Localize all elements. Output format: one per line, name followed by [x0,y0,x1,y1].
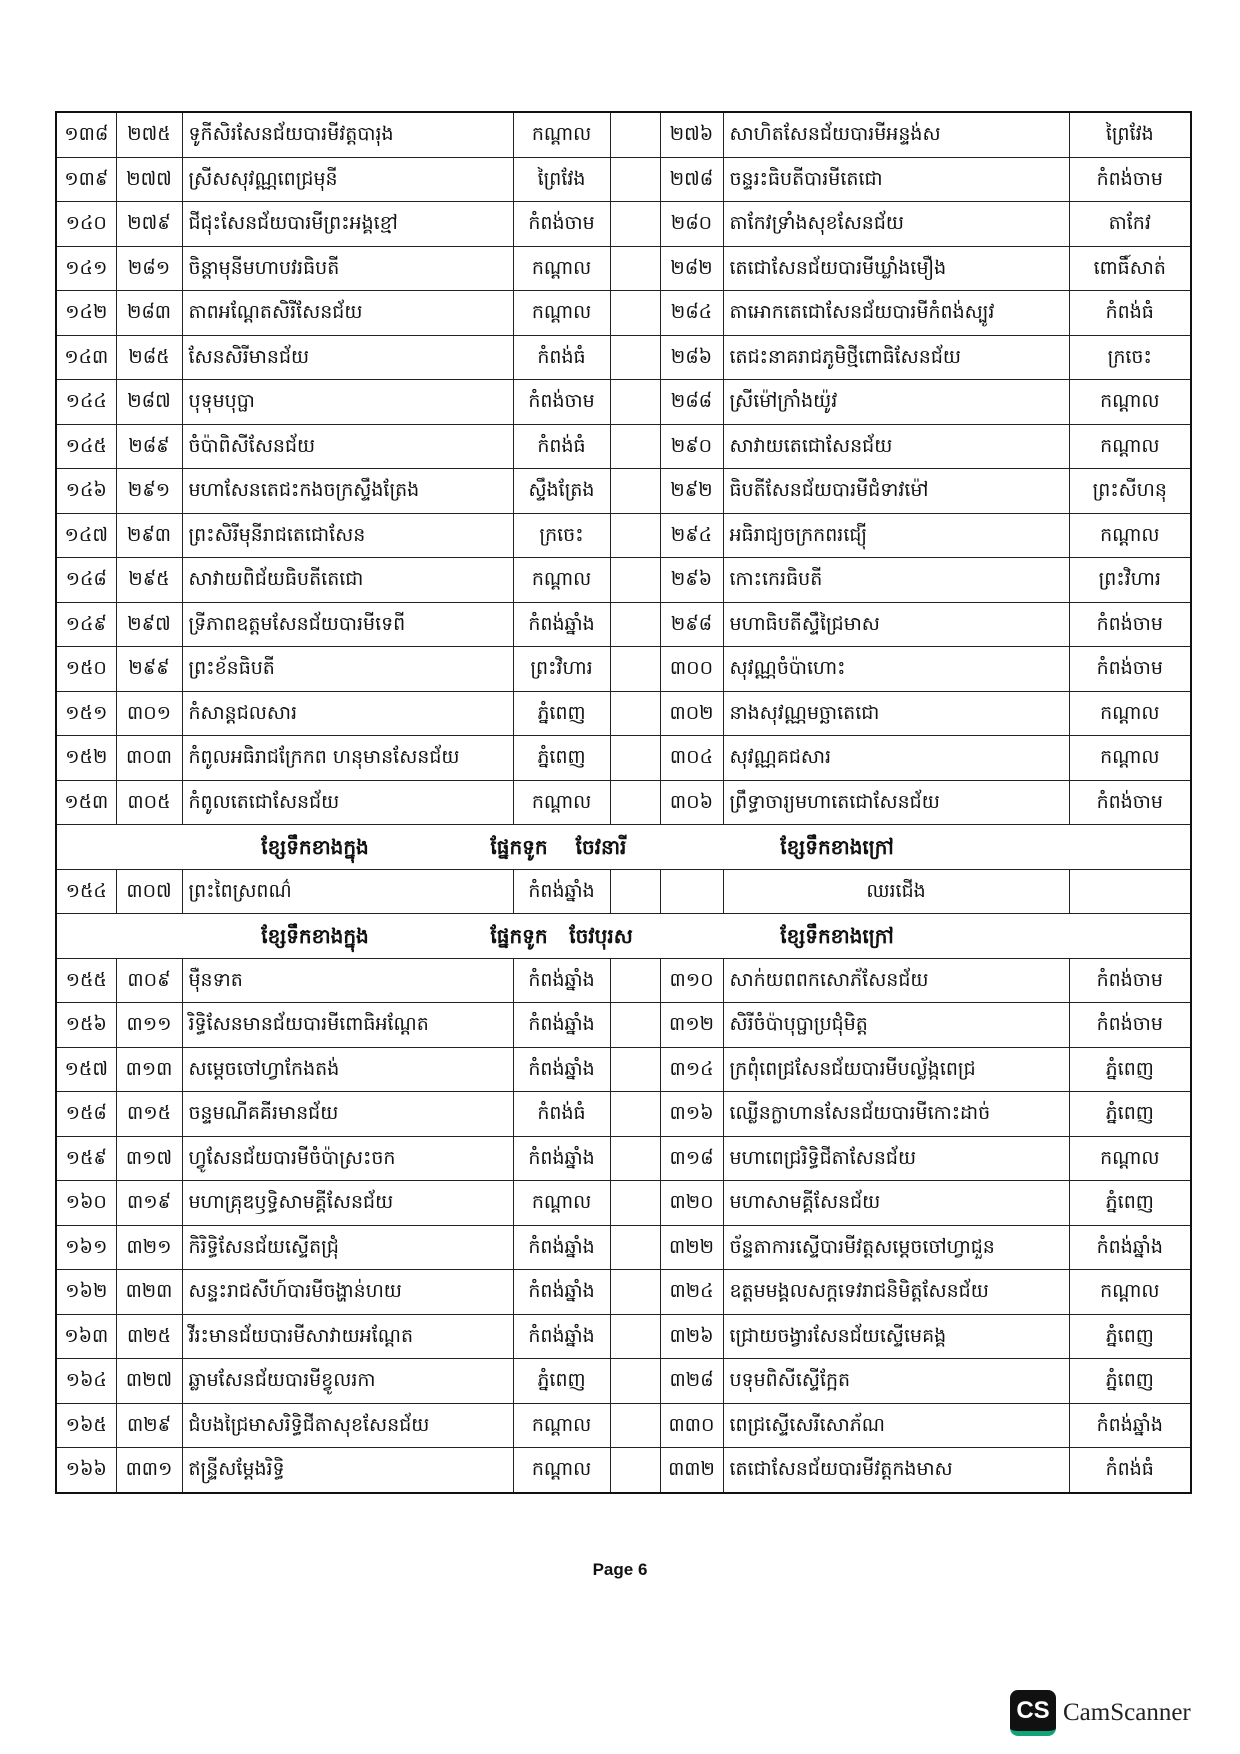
inner-boat-province: កណ្ដាល [513,112,610,157]
section-header [56,914,1191,959]
inner-boat-name: ព្រះខ័នធិបតី [182,647,513,692]
spacer-cell [610,513,660,558]
table-row [56,424,1191,469]
row-number: ១៤០ [56,202,116,247]
spacer-cell [610,1092,660,1137]
inner-boat-id: ៣១១ [116,1003,182,1048]
outer-boat-id: ២៩៦ [660,558,723,603]
spacer-cell [610,1181,660,1226]
outer-boat-province: កណ្ដាល [1069,380,1191,425]
row-number: ១៤៥ [56,424,116,469]
outer-boat-province: កំពង់ឆ្នាំង [1069,1225,1191,1270]
outer-boat-province: កណ្ដាល [1069,736,1191,781]
inner-boat-id: ៣២៩ [116,1403,182,1448]
inner-boat-name: ជីជុះសែនជ័យបារមីព្រះអង្គខ្មៅ [182,202,513,247]
outer-boat-name: កោះកេរធិបតី [723,558,1069,603]
inner-boat-name: សែនសិរីមានជ័យ [182,335,513,380]
inner-boat-province: កំពង់ឆ្នាំង [513,1225,610,1270]
inner-boat-name: មហាសែនតេជះកងចក្រស្ទឹងត្រែង [182,469,513,514]
inner-boat-name: ព្រះសិរីមុនីរាជតេជោសែន [182,513,513,558]
inner-boat-name: ហ្វូសែនជ័យបារមីចំប៉ាស្រះចក [182,1136,513,1181]
inner-boat-province: កំពង់ឆ្នាំង [513,869,610,914]
outer-boat-province: តាកែវ [1069,202,1191,247]
inner-boat-province: កណ្ដាល [513,1181,610,1226]
rower-category-label: ចែវបុរស [569,923,633,948]
spacer-cell [610,1359,660,1404]
outer-boat-id: ២៨២ [660,246,723,291]
table-row [56,1359,1191,1404]
inner-boat-province: កំពង់ឆ្នាំង [513,1136,610,1181]
inner-boat-province: កណ្ដាល [513,780,610,825]
outer-boat-name: មហាសាមគ្គីសែនជ័យ [723,1181,1069,1226]
outer-boat-id: ៣១៨ [660,1136,723,1181]
outer-boat-name: សុវណ្ណគជសារ [723,736,1069,781]
row-number: ១៤២ [56,291,116,336]
row-number: ១៥៦ [56,1003,116,1048]
outer-boat-province: កណ្ដាល [1069,1270,1191,1315]
inner-boat-id: ៣១៩ [116,1181,182,1226]
outer-lane-label: ខ្សែទឹកខាងក្រៅ [780,923,894,948]
row-number: ១៤៧ [56,513,116,558]
outer-boat-name: តាកែវទ្រាំងសុខសែនជ័យ [723,202,1069,247]
outer-boat-province: ភ្នំពេញ [1069,1359,1191,1404]
row-number: ១៤៦ [56,469,116,514]
outer-boat-province: កំពង់ចាម [1069,1003,1191,1048]
spacer-cell [610,157,660,202]
outer-boat-name: ឧត្តមមង្គលសក្តទេវរាជនិមិត្តសែនជ័យ [723,1270,1069,1315]
outer-boat-name: អធិរាជ្យចក្រកពរជ្យ៉ើ [723,513,1069,558]
outer-boat-province: ព្រះវិហារ [1069,558,1191,603]
spacer-cell [610,1448,660,1493]
outer-boat-province: ក្រចេះ [1069,335,1191,380]
outer-boat-id: ៣១២ [660,1003,723,1048]
inner-boat-id: ២៩៣ [116,513,182,558]
outer-boat-name: នាងសុវណ្ណមច្ឆាតេជោ [723,691,1069,736]
outer-boat-id: ២៩៨ [660,602,723,647]
outer-boat-province: កំពង់ចាម [1069,780,1191,825]
outer-boat-province: ភ្នំពេញ [1069,1047,1191,1092]
outer-boat-id: ៣១៤ [660,1047,723,1092]
inner-boat-id: ២៨៣ [116,291,182,336]
inner-boat-id: ៣៣១ [116,1448,182,1493]
outer-boat-name: តេជោសែនជ័យបារមីឃ្លាំងមឿង [723,246,1069,291]
outer-boat-name: សាវាយតេជោសែនជ័យ [723,424,1069,469]
row-number: ១៥៩ [56,1136,116,1181]
spacer-cell [610,1225,660,1270]
inner-boat-id: ២៧៥ [116,112,182,157]
table-row [56,335,1191,380]
outer-boat-province: កណ្ដាល [1069,513,1191,558]
boat-section-label: ផ្នែកទូក [490,923,548,948]
inner-boat-province: កំពង់ធំ [513,424,610,469]
inner-boat-id: ២៧៧ [116,157,182,202]
inner-boat-province: កណ្ដាល [513,558,610,603]
row-number: ១៣៩ [56,157,116,202]
inner-boat-province: កំពង់ចាម [513,202,610,247]
outer-boat-province: កំពង់ចាម [1069,647,1191,692]
inner-boat-province: ភ្នំពេញ [513,691,610,736]
outer-boat-province: កំពង់ចាម [1069,958,1191,1003]
spacer-cell [610,1047,660,1092]
inner-boat-province: កំពង់ធំ [513,335,610,380]
spacer-cell [610,736,660,781]
inner-boat-province: ស្ទឹងត្រែង [513,469,610,514]
inner-boat-name: ស្រីសសុវណ្ណពេជ្រមុនី [182,157,513,202]
inner-boat-province: កណ្ដាល [513,291,610,336]
outer-boat-province: កំពង់ចាម [1069,157,1191,202]
row-number: ១៦៦ [56,1448,116,1493]
outer-boat-name: ព្រឹទ្ធាចារ្យមហាតេជោសែនជ័យ [723,780,1069,825]
row-number: ១៦៣ [56,1314,116,1359]
outer-boat-name: តេជោសែនជ័យបារមីវត្តកងមាស [723,1448,1069,1493]
spacer-cell [610,1270,660,1315]
outer-boat-province: កណ្ដាល [1069,1136,1191,1181]
inner-boat-province: កណ្ដាល [513,1448,610,1493]
outer-boat-name: តេជះនាគរាជភូមិថ្មីពោធិសែនជ័យ [723,335,1069,380]
inner-boat-province: កំពង់ចាម [513,380,610,425]
inner-boat-id: ៣០៧ [116,869,182,914]
outer-boat-province: ព្រៃវែង [1069,112,1191,157]
spacer-cell [610,424,660,469]
table-row [56,380,1191,425]
outer-boat-id: ២៨៤ [660,291,723,336]
page-number: Page 6 [592,1560,648,1579]
outer-boat-id: ២៩៤ [660,513,723,558]
table-row [56,1448,1191,1493]
inner-boat-name: ឆ្លាមសែនជ័យបារមីខ្វូលរកា [182,1359,513,1404]
row-number: ១៥២ [56,736,116,781]
inner-boat-name: ចំប៉ាពិសីសែនជ័យ [182,424,513,469]
inner-boat-name: សម្តេចចៅហ្វាកែងតង់ [182,1047,513,1092]
spacer-cell [610,335,660,380]
table-row [56,513,1191,558]
inner-boat-id: ៣២៥ [116,1314,182,1359]
table-row [56,1225,1191,1270]
inner-boat-name: ម៉ឺនទាត [182,958,513,1003]
row-number: ១៦៤ [56,1359,116,1404]
outer-boat-province: ភ្នំពេញ [1069,1181,1191,1226]
outer-boat-name: សាហិតសែនជ័យបារមីអន្ទង់ស [723,112,1069,157]
inner-boat-id: ៣០៩ [116,958,182,1003]
row-number: ១៤៣ [56,335,116,380]
camscanner-logo-icon: CS [1010,1690,1056,1736]
outer-boat-id: ៣១០ [660,958,723,1003]
inner-boat-id: ៣០៥ [116,780,182,825]
inner-boat-name: រិទ្ធិសែនមានជ័យបារមីពោធិអណ្តែត [182,1003,513,1048]
section-header [56,825,1191,870]
inner-boat-name: មហាគ្រុឌឫទ្ធិសាមគ្គីសែនជ័យ [182,1181,513,1226]
outer-boat-province: កំពង់ឆ្នាំង [1069,1403,1191,1448]
inner-boat-name: ចិន្ដាមុនីមហាបវរធិបតី [182,246,513,291]
outer-boat-name: តាអោកតេជោសែនជ័យបារមីកំពង់ស្បូវ [723,291,1069,336]
table-row [56,1092,1191,1137]
inner-boat-name: សាវាយពិជ័យធិបតីតេជោ [182,558,513,603]
table-row [56,602,1191,647]
row-number: ១៤៤ [56,380,116,425]
outer-boat-province: កណ្ដាល [1069,691,1191,736]
outer-boat-id: ៣០៤ [660,736,723,781]
inner-boat-name: កំសាន្តជលសារ [182,691,513,736]
inner-boat-id: ២៨១ [116,246,182,291]
inner-boat-id: ៣១៥ [116,1092,182,1137]
outer-boat-id: ៣២២ [660,1225,723,1270]
table-row [56,1181,1191,1226]
inner-boat-name: តាពអណ្តែតសិរីសែនជ័យ [182,291,513,336]
inner-boat-id: ២៩៥ [116,558,182,603]
section-header-row [56,825,1191,870]
outer-boat-name: ឈរជើង [723,869,1069,914]
table-row [56,469,1191,514]
boat-registration-table [55,111,1192,1494]
spacer-cell [610,1403,660,1448]
inner-boat-id: ២៨៩ [116,424,182,469]
inner-boat-name: ទូកីសិរសែនជ័យបារមីវត្តបារុង [182,112,513,157]
inner-boat-province: កណ្ដាល [513,1403,610,1448]
outer-boat-name: ជ្រោយចង្វារសែនជ័យស្ទើមេគង្គ [723,1314,1069,1359]
row-number: ១៦៥ [56,1403,116,1448]
table-row [56,1314,1191,1359]
inner-boat-province: ក្រចេះ [513,513,610,558]
outer-boat-name: ច័ន្ទតាការស្ទើបារមីវត្តសម្តេចចៅហ្វាជួន [723,1225,1069,1270]
inner-boat-province: កំពង់ឆ្នាំង [513,1047,610,1092]
inner-boat-id: ២៧៩ [116,202,182,247]
inner-boat-province: កំពង់ធំ [513,1092,610,1137]
inner-boat-id: ៣០៣ [116,736,182,781]
spacer-cell [610,380,660,425]
outer-boat-id: ២៨០ [660,202,723,247]
table-row [56,1403,1191,1448]
outer-boat-id: ៣០៦ [660,780,723,825]
rower-category-label: ចែវនារី [575,834,627,859]
outer-boat-name: ក្រពុំពេជ្រសែនជ័យបារមីបល្ល័ង្កពេជ្រ [723,1047,1069,1092]
outer-boat-name: សុវណ្ណចំប៉ាហោះ [723,647,1069,692]
inner-boat-name: ទ្រីភាពឧត្ដមសែនជ័យបារមីទេពី [182,602,513,647]
camscanner-text: CamScanner [1063,1699,1191,1726]
spacer-cell [610,958,660,1003]
inner-boat-name: ជំបងជ្រៃមាសរិទ្ធិជីតាសុខសែនជ័យ [182,1403,513,1448]
table-row [56,869,1191,914]
outer-boat-id: ៣៣២ [660,1448,723,1493]
outer-boat-name: បទុមពិសីស្ទើក្អែត [723,1359,1069,1404]
table-row [56,246,1191,291]
row-number: ១៤៨ [56,558,116,603]
inner-boat-province: កំពង់ឆ្នាំង [513,1314,610,1359]
row-number: ១៥៤ [56,869,116,914]
spacer-cell [610,602,660,647]
inner-boat-id: ៣១៣ [116,1047,182,1092]
row-number: ១៦២ [56,1270,116,1315]
boat-section-label: ផ្នែកទូក [490,834,548,859]
outer-boat-id: ២៩០ [660,424,723,469]
inner-boat-id: ២៩៧ [116,602,182,647]
outer-boat-id: ២៧៨ [660,157,723,202]
spacer-cell [610,558,660,603]
inner-boat-province: កំពង់ឆ្នាំង [513,1003,610,1048]
outer-boat-id: ៣២៦ [660,1314,723,1359]
row-number: ១៥៣ [56,780,116,825]
outer-boat-province: ពោធិ៍សាត់ [1069,246,1191,291]
outer-boat-id: ២៨៦ [660,335,723,380]
inner-boat-id: ៣២៧ [116,1359,182,1404]
outer-boat-province: កំពង់ធំ [1069,1448,1191,1493]
spacer-cell [610,112,660,157]
table-row [56,958,1191,1003]
table-row [56,736,1191,781]
outer-boat-province: កំពង់ចាម [1069,602,1191,647]
table-row [56,780,1191,825]
inner-boat-id: ៣២៣ [116,1270,182,1315]
spacer-cell [610,1314,660,1359]
inner-boat-province: កណ្ដាល [513,246,610,291]
outer-boat-province: កំពង់ធំ [1069,291,1191,336]
outer-boat-name: ធិបតីសែនជ័យបារមីជំទាវម៉ៅ [723,469,1069,514]
inner-lane-label: ខ្សែទឹកខាងក្នុង [261,923,369,948]
outer-boat-province: ភ្នំពេញ [1069,1092,1191,1137]
inner-boat-id: ២៩៩ [116,647,182,692]
section-header-row [56,914,1191,959]
table-body [56,112,1191,1493]
table-row [56,1003,1191,1048]
outer-boat-id: ៣២០ [660,1181,723,1226]
row-number: ១៤១ [56,246,116,291]
inner-boat-name: កំពូលតេជោសែនជ័យ [182,780,513,825]
inner-boat-id: ២៨៧ [116,380,182,425]
inner-boat-name: កិរិទ្ធិសែនជ័យស្ទើតជ្រុំ [182,1225,513,1270]
spacer-cell [610,647,660,692]
outer-boat-province: កណ្ដាល [1069,424,1191,469]
outer-boat-province: ព្រះសីហនុ [1069,469,1191,514]
inner-boat-id: ២៩១ [116,469,182,514]
outer-lane-label: ខ្សែទឹកខាងក្រៅ [780,834,894,859]
row-number: ១៣៨ [56,112,116,157]
outer-boat-id: ៣១៦ [660,1092,723,1137]
row-number: ១៤៩ [56,602,116,647]
outer-boat-id: ២៨៨ [660,380,723,425]
outer-boat-id: ៣៣០ [660,1403,723,1448]
outer-boat-id: ៣០២ [660,691,723,736]
inner-boat-name: កំពូលអធិរាជក្រែកព ហនុមានសែនជ័យ [182,736,513,781]
table-row [56,1270,1191,1315]
table-row [56,112,1191,157]
inner-boat-id: ២៨៥ [116,335,182,380]
outer-boat-name: សិរីចំប៉ាបុប្ផាប្រជុំមិត្ត [723,1003,1069,1048]
inner-boat-province: ព្រៃវែង [513,157,610,202]
outer-boat-id: ៣២៨ [660,1359,723,1404]
row-number: ១៥០ [56,647,116,692]
table-row [56,1136,1191,1181]
inner-boat-name: ចន្ទមណីគគីរមានជ័យ [182,1092,513,1137]
inner-boat-name: សន្ទះរាជសីហ៍បារមីចង្ហាន់ហយ [182,1270,513,1315]
spacer-cell [610,1136,660,1181]
inner-boat-name: បុទុមបុប្ផា [182,380,513,425]
inner-boat-province: ភ្នំពេញ [513,736,610,781]
inner-boat-province: កំពង់ឆ្នាំង [513,602,610,647]
outer-boat-id: ៣០០ [660,647,723,692]
outer-boat-name: ចន្ទរះធិបតីបារមីតេជោ [723,157,1069,202]
outer-boat-province: ភ្នំពេញ [1069,1314,1191,1359]
row-number: ១៥៨ [56,1092,116,1137]
inner-boat-province: កំពង់ឆ្នាំង [513,958,610,1003]
inner-boat-id: ៣០១ [116,691,182,736]
inner-boat-name: វីរះមានជ័យបារមីសាវាយអណ្ដែត [182,1314,513,1359]
spacer-cell [610,1003,660,1048]
outer-boat-id: ៣២៤ [660,1270,723,1315]
inner-boat-name: ព្រះពៃស្រពណ៌ [182,869,513,914]
outer-boat-id: ២៩២ [660,469,723,514]
table-row [56,647,1191,692]
spacer-cell [610,469,660,514]
outer-boat-name: ស្រីម៉ៅក្រាំងយ៉ូវ [723,380,1069,425]
row-number: ១៥១ [56,691,116,736]
outer-boat-province [1069,869,1191,914]
inner-boat-province: កំពង់ឆ្នាំង [513,1270,610,1315]
spacer-cell [610,291,660,336]
outer-boat-name: ឈ្លើនក្លាហានសែនជ័យបារមីកោះដាច់ [723,1092,1069,1137]
table-row [56,691,1191,736]
outer-boat-id [660,869,723,914]
outer-boat-name: មហាពេជ្ររិទ្ធិជីតាសែនជ័យ [723,1136,1069,1181]
outer-boat-name: ពេជ្រស្ទើសេរីសោភ័ណ [723,1403,1069,1448]
outer-boat-name: សាក់យពពកសោភ័សែនជ័យ [723,958,1069,1003]
inner-boat-province: ភ្នំពេញ [513,1359,610,1404]
table-row [56,558,1191,603]
spacer-cell [610,869,660,914]
spacer-cell [610,780,660,825]
table-row [56,291,1191,336]
row-number: ១៦០ [56,1181,116,1226]
inner-boat-id: ៣២១ [116,1225,182,1270]
table-row [56,1047,1191,1092]
table-row [56,157,1191,202]
inner-boat-name: ឥន្ទ្រីសម្ដែងរិទ្ធិ [182,1448,513,1493]
inner-boat-id: ៣១៧ [116,1136,182,1181]
camscanner-watermark [1010,1688,1191,1738]
spacer-cell [610,246,660,291]
table-row [56,202,1191,247]
inner-boat-province: ព្រះវិហារ [513,647,610,692]
row-number: ១៥៥ [56,958,116,1003]
outer-boat-id: ២៧៦ [660,112,723,157]
inner-lane-label: ខ្សែទឹកខាងក្នុង [261,834,369,859]
outer-boat-name: មហាធិបតីស្ទឹជ្រៃមាស [723,602,1069,647]
row-number: ១៦១ [56,1225,116,1270]
row-number: ១៥៧ [56,1047,116,1092]
spacer-cell [610,691,660,736]
spacer-cell [610,202,660,247]
